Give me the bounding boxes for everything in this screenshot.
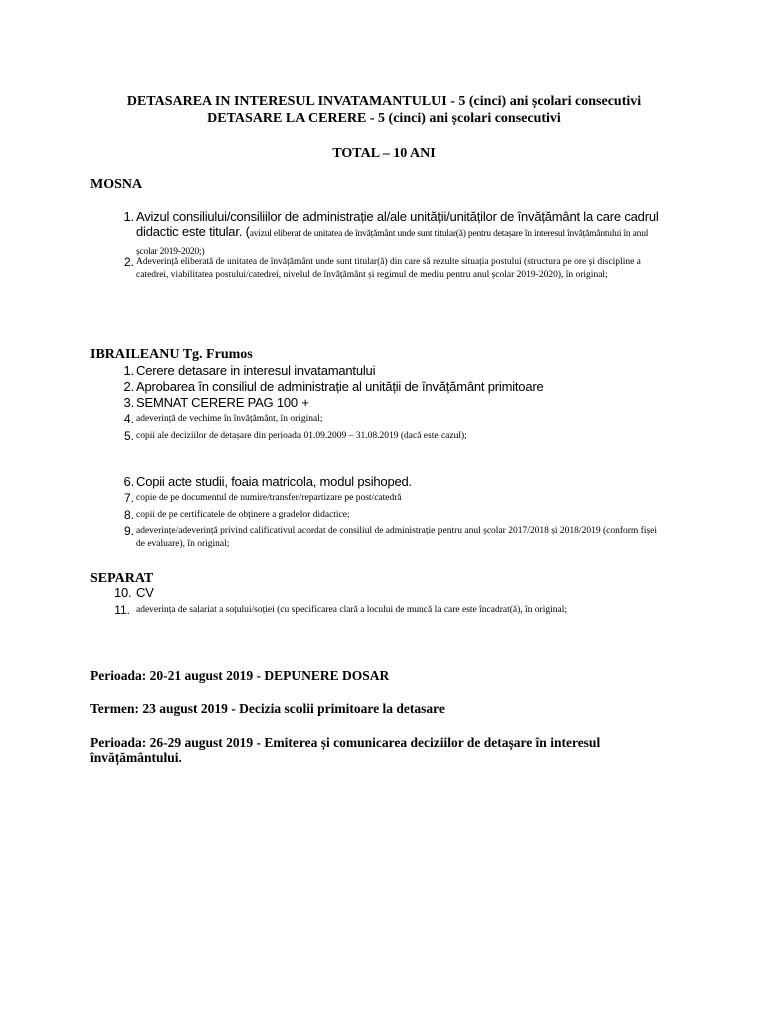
section-title-separat: SEPARAT: [90, 571, 154, 586]
term-decision: Termen: 23 august 2019 - Decizia scolii primitoare la detasare: [90, 701, 445, 716]
period-issuance: Perioada: 26-29 august 2019 - Emiterea și comunicarea deciziilor de detașare în interesul învățământului.: [90, 735, 601, 765]
header-line-1: DETASAREA IN INTERESUL INVATAMANTULUI - 5 (cinci) ani școlari consecutivi: [126, 94, 642, 109]
list-item-number: 7.: [123, 491, 134, 505]
list-item-text: Aprobarea în consiliul de administrație al unității de învățământ primitoare: [136, 379, 544, 394]
list-item-number: 5.: [123, 429, 134, 443]
period-deposit: Perioada: 20-21 august 2019 - DEPUNERE DOSAR: [90, 668, 390, 683]
total-heading: TOTAL – 10 ANI: [332, 146, 436, 161]
list-item-number: 1.: [123, 209, 134, 224]
list-item-text: Cerere detasare in interesul invatamantului: [136, 363, 376, 378]
list-item-number: 11.: [114, 603, 130, 617]
list-item-text: copii de pe certificatele de obținere a gradelor didactice;: [136, 510, 350, 520]
list-item-number: 1.: [123, 363, 134, 378]
list-item-number: 8.: [123, 508, 134, 522]
list-item-text: copii ale deciziilor de detașare din perioada 01.09.2009 – 31.08.2019 (dacă este cazul);: [136, 431, 467, 441]
list-item-text: copie de pe documentul de numire/transfer/repartizare pe post/catedră: [136, 493, 402, 503]
list-item-text: adeverința de salariat a soțului/soției (cu specificarea clară a locului de muncă la care este încadrat(ă), în original;: [136, 605, 567, 615]
section-title-ibraileanu: IBRAILEANU Tg. Frumos: [90, 347, 253, 362]
list-item-text: CV: [136, 585, 154, 600]
list-item-number: 4.: [123, 412, 134, 426]
list-item-number: 9.: [123, 524, 134, 538]
list-item-number: 10.: [114, 585, 132, 600]
list-item-text-note: avizul eliberat de unitatea de învățământ unde sunt titular(ă) pentru detașare în interesul învățământului în anul școlar 2019-2020;): [136, 229, 649, 257]
list-item-number: 2.: [123, 255, 134, 269]
list-item-number: 3.: [123, 395, 134, 410]
list-item-text-main: Avizul consiliului/consiliilor de administrație al/ale unității/unităților de învățământ la care cadrul didactic este titular. (: [136, 209, 659, 239]
list-item-text: Adeverință eliberată de unitatea de învățământ unde sunt titular(ă) din care să rezulte situația postului (structura pe ore și discipline a catedrei, viabilitatea postului/catedrei, nivelul de învățământ și regimul de mediu pentru anul școlar 2019-2020), în original;: [136, 257, 641, 280]
list-item-text: adeverințe/adeverință privind calificativul acordat de consiliul de administrație pentru anul școlar 2017/2018 și 2018/2019 (conform fișei de evaluare), în original;: [136, 526, 658, 549]
list-item-number: 2.: [123, 379, 134, 394]
list-item-text: [136, 209, 666, 260]
header-line-2: DETASARE LA CERERE - 5 (cinci) ani școlari consecutivi: [207, 111, 561, 126]
section-title-mosna: MOSNA: [90, 177, 143, 192]
list-item-text: SEMNAT CERERE PAG 100 +: [136, 395, 309, 410]
list-item-text: adeverință de vechime în învățământ, în original;: [136, 414, 323, 424]
list-item-number: 6.: [123, 474, 134, 489]
list-item-text: Copii acte studii, foaia matricola, modul psihoped.: [136, 474, 412, 489]
